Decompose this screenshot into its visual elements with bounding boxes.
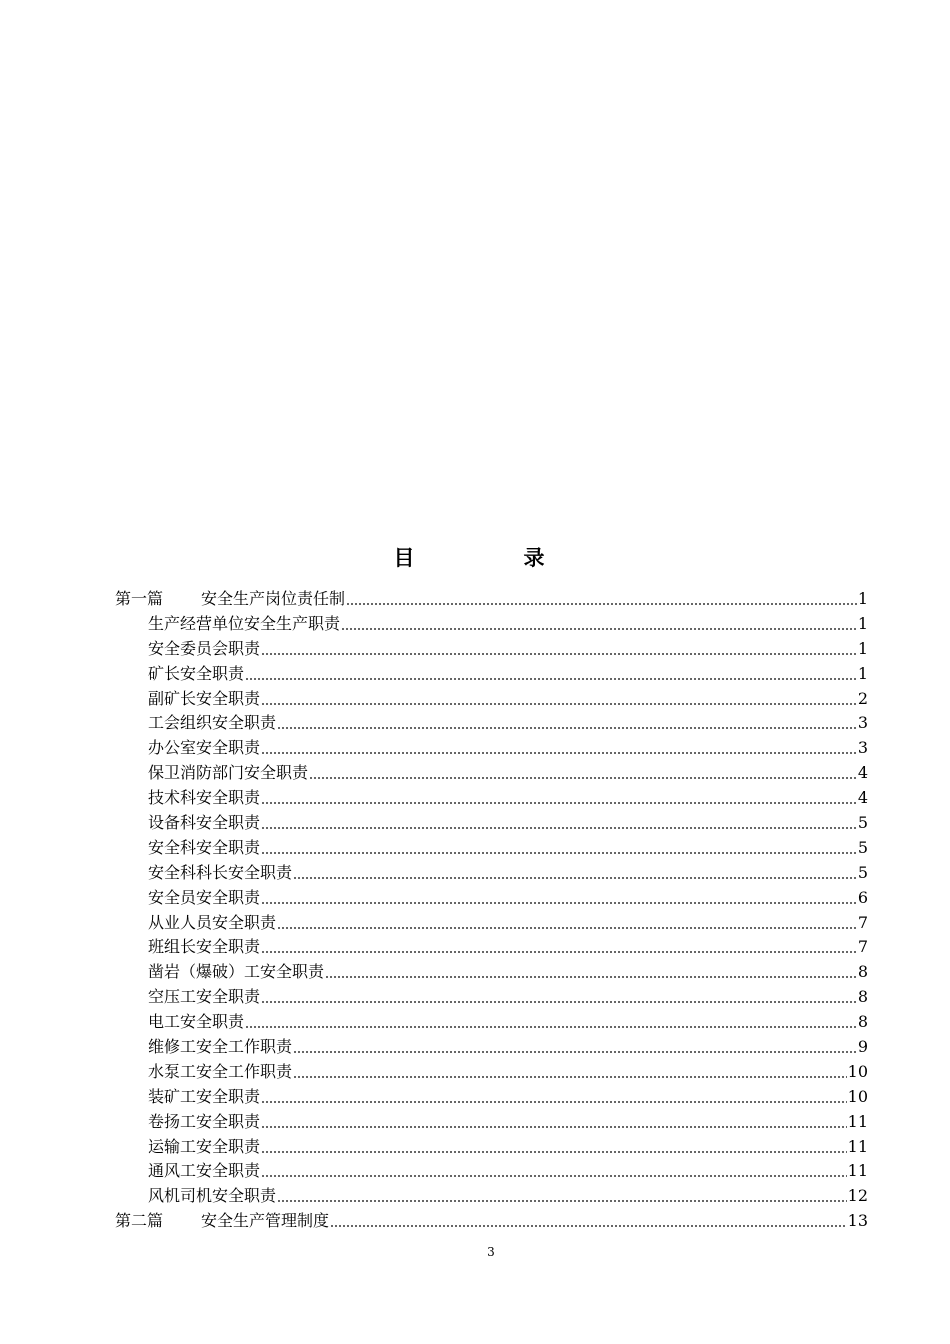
toc-entry-page: 8 [857, 987, 868, 1007]
toc-dot-leader [261, 849, 857, 857]
toc-entry-page: 7 [857, 912, 868, 932]
toc-dot-leader [341, 625, 857, 633]
toc-entry[interactable] [115, 836, 868, 861]
toc-entry-page: 9 [857, 1037, 868, 1057]
toc-entry-label: 生产经营单位安全生产职责 [148, 613, 341, 633]
toc-dot-leader [261, 899, 857, 907]
toc-entry-page: 3 [857, 713, 868, 733]
toc-entry-page: 7 [857, 937, 868, 957]
toc-entry-label: 设备科安全职责 [148, 813, 261, 833]
toc-dot-leader [245, 1023, 857, 1031]
toc-entry-label: 保卫消防部门安全职责 [148, 763, 309, 783]
toc-entry-label: 凿岩（爆破）工安全职责 [148, 962, 325, 982]
toc-dot-leader [277, 924, 857, 932]
toc-dot-leader [245, 675, 857, 683]
toc-entry-label: 安全员安全职责 [148, 887, 261, 907]
toc-entry-label: 班组长安全职责 [148, 937, 261, 957]
toc-entry-label: 矿长安全职责 [148, 663, 245, 683]
toc-entry-label: 安全生产岗位责任制 [201, 589, 346, 608]
toc-entry[interactable] [115, 736, 868, 761]
toc-entry[interactable] [115, 1010, 868, 1035]
toc-entry[interactable] [115, 1159, 868, 1184]
toc-dot-leader [293, 1073, 847, 1081]
toc-dot-leader [261, 998, 857, 1006]
toc-entry-label: 电工安全职责 [148, 1012, 245, 1032]
toc-entry-page: 11 [847, 1161, 868, 1181]
toc-entry-page: 5 [857, 813, 868, 833]
toc-entry[interactable] [115, 761, 868, 786]
toc-part-number: 第二篇 [115, 1211, 164, 1231]
toc-entry[interactable] [115, 985, 868, 1010]
toc-entry[interactable] [115, 1085, 868, 1110]
toc-entry-label: 从业人员安全职责 [148, 912, 277, 932]
toc-entry-label: 通风工安全职责 [148, 1161, 261, 1181]
toc-dot-leader [261, 1098, 847, 1106]
toc-dot-leader [325, 973, 857, 981]
toc-entry-page: 6 [857, 887, 868, 907]
toc-entry-page: 13 [847, 1211, 868, 1231]
toc-title: 目 录 [393, 545, 589, 570]
toc-entry[interactable] [115, 662, 868, 687]
toc-entry[interactable] [115, 811, 868, 836]
toc-entry-page: 8 [857, 1012, 868, 1032]
toc-entry-label: 办公室安全职责 [148, 738, 261, 758]
page-number: 3 [487, 1245, 495, 1259]
toc-entry-page: 2 [857, 688, 868, 708]
toc-part-entry[interactable] [115, 1209, 868, 1234]
toc-dot-leader [277, 1197, 847, 1205]
toc-entry-label: 空压工安全职责 [148, 987, 261, 1007]
toc-entry-page: 5 [857, 862, 868, 882]
toc-dot-leader [293, 1048, 857, 1056]
toc-entry-label: 安全生产管理制度 [201, 1211, 330, 1231]
toc-entry-page: 12 [847, 1186, 868, 1206]
toc-entry[interactable] [115, 886, 868, 911]
toc-entry-label: 水泵工安全工作职责 [148, 1061, 293, 1081]
toc-dot-leader [309, 774, 857, 782]
toc-entry-label: 运输工安全职责 [148, 1136, 261, 1156]
toc-entry-page: 10 [847, 1086, 868, 1106]
toc-entry[interactable] [115, 861, 868, 886]
toc-entry[interactable] [115, 1060, 868, 1085]
toc-entry[interactable] [115, 1110, 868, 1135]
toc-entry-page: 1 [857, 638, 868, 658]
toc-entry-page: 5 [857, 837, 868, 857]
toc-entry[interactable] [115, 612, 868, 637]
toc-entry[interactable] [115, 637, 868, 662]
toc-entry-label: 卷扬工安全职责 [148, 1111, 261, 1131]
table-of-contents [115, 587, 868, 1234]
toc-entry[interactable] [115, 960, 868, 985]
toc-entry[interactable] [115, 1184, 868, 1209]
toc-dot-leader [261, 799, 857, 807]
toc-dot-leader [261, 1148, 847, 1156]
toc-dot-leader [261, 948, 857, 956]
toc-dot-leader [261, 749, 857, 757]
toc-dot-leader [261, 824, 857, 832]
toc-entry-label: 装矿工安全职责 [148, 1086, 261, 1106]
toc-entry[interactable] [115, 687, 868, 712]
toc-entry-label: 风机司机安全职责 [148, 1186, 277, 1206]
toc-entry-page: 10 [847, 1061, 868, 1081]
toc-part-entry[interactable] [115, 587, 868, 612]
toc-entry-page: 4 [857, 788, 868, 808]
toc-entry-page: 1 [857, 663, 868, 683]
toc-entry-page: 11 [847, 1111, 868, 1131]
toc-entry-page: 1 [857, 613, 868, 633]
toc-entry-page: 3 [857, 738, 868, 758]
toc-dot-leader [261, 1123, 847, 1131]
toc-dot-leader [293, 874, 857, 882]
toc-entry-page: 8 [857, 962, 868, 982]
toc-entry[interactable] [115, 935, 868, 960]
toc-entry-page: 4 [857, 763, 868, 783]
toc-entry-page: 11 [847, 1136, 868, 1156]
toc-entry-page: 1 [857, 589, 868, 608]
toc-part-number: 第一篇 [115, 589, 164, 608]
toc-entry[interactable] [115, 911, 868, 936]
toc-dot-leader [261, 1172, 847, 1180]
toc-entry-label: 副矿长安全职责 [148, 688, 261, 708]
toc-entry-label: 安全委员会职责 [148, 638, 261, 658]
toc-dot-leader [330, 1222, 847, 1230]
toc-entry-label: 安全科安全职责 [148, 837, 261, 857]
toc-dot-leader [277, 724, 857, 732]
toc-entry-label: 安全科科长安全职责 [148, 862, 293, 882]
toc-entry-label: 工会组织安全职责 [148, 713, 277, 733]
toc-entry[interactable] [115, 1135, 868, 1160]
toc-entry[interactable] [115, 1035, 868, 1060]
toc-entry-label: 维修工安全工作职责 [148, 1037, 293, 1057]
toc-entry-label: 技术科安全职责 [148, 788, 261, 808]
toc-dot-leader [261, 650, 857, 658]
toc-dot-leader [261, 700, 857, 708]
toc-dot-leader [346, 600, 857, 608]
toc-entry[interactable] [115, 711, 868, 736]
toc-entry[interactable] [115, 786, 868, 811]
